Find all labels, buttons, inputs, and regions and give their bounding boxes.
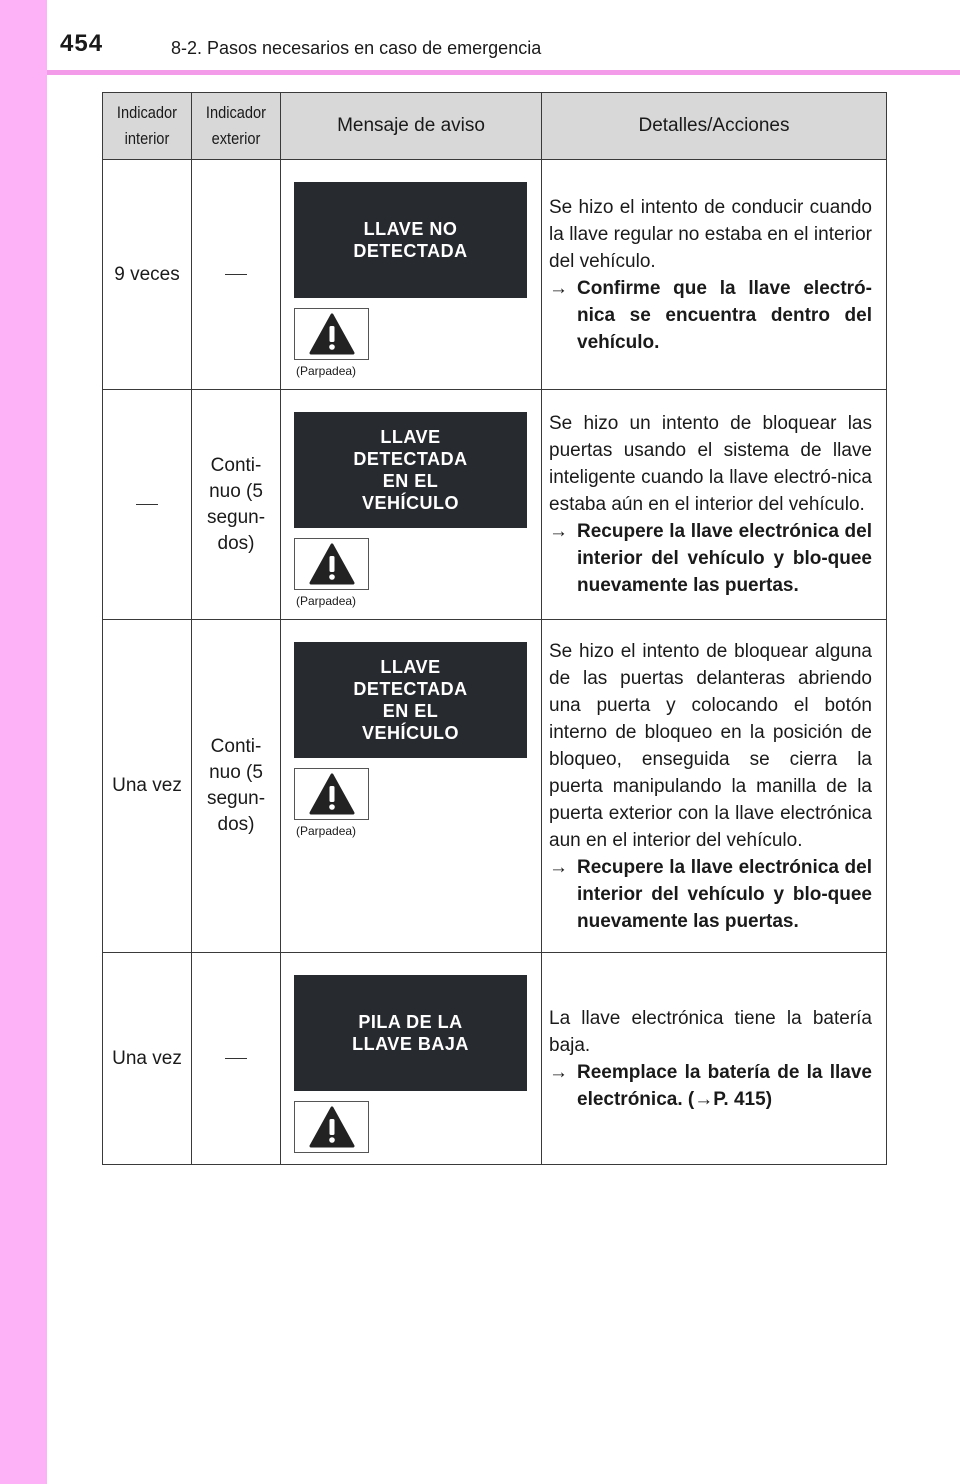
interior-indicator-text: 9 veces [114, 263, 180, 285]
flash-caption: (Parpadea) [296, 594, 357, 608]
interior-indicator [103, 160, 192, 390]
flash-caption: (Parpadea) [296, 364, 357, 378]
arrow-icon: → [549, 856, 568, 878]
header-exterior-indicator: Indicador exterior [192, 93, 281, 160]
side-tab-strip [0, 0, 47, 1484]
header-interior-indicator: Indicador interior [103, 93, 192, 160]
flash-caption: (Parpadea) [296, 824, 357, 838]
warning-triangle-icon [294, 768, 369, 820]
interior-indicator [103, 620, 192, 953]
warning-triangle-icon [294, 538, 369, 590]
header-rule [47, 70, 960, 75]
page-number: 454 [60, 30, 104, 57]
exterior-indicator [192, 620, 281, 953]
display-message: LLAVE DETECTADA EN EL VEHÍCULO [353, 657, 468, 743]
action-instruction [549, 854, 872, 935]
display-screen [294, 975, 527, 1091]
display-screen [294, 412, 527, 528]
detail-text: Se hizo el intento de conducir cuando la llave regular no estaba en el interior del vehículo. [549, 196, 872, 272]
header-warning-message: Mensaje de aviso [281, 93, 542, 160]
action-text: Recupere la llave electrónica del interior del vehículo y blo-quee nuevamente las puertas. [577, 521, 872, 596]
warning-message-cell [281, 953, 542, 1165]
exterior-indicator-text: Conti- nuo (5 segun- dos) [206, 736, 266, 835]
interior-indicator-text: Una vez [112, 775, 182, 796]
table-row [103, 953, 887, 1165]
action-instruction [549, 275, 872, 356]
exterior-indicator-text: Conti- nuo (5 segun- dos) [206, 454, 266, 554]
action-instruction [549, 1059, 872, 1113]
display-screen [294, 182, 527, 298]
action-text: Recupere la llave electrónica del interior del vehículo y blo-quee nuevamente las puertas. [577, 856, 872, 932]
table-row [103, 390, 887, 620]
action-instruction [549, 518, 872, 599]
section-title: 8-2. Pasos necesarios en caso de emergencia [171, 38, 542, 58]
details-cell [542, 620, 887, 953]
detail-text: Se hizo el intento de bloquear alguna de las puertas delanteras abriendo una puerta y colocando el botón interno de bloqueo en la posición de bloqueo, enseguida se cierra la puerta manipulando la manilla de la puerta exterior con la llave electrónica aun en el interior del vehículo. [549, 640, 872, 851]
table-header-row [103, 93, 887, 160]
display-message: PILA DE LA LLAVE BAJA [352, 1012, 469, 1054]
table-row [103, 620, 887, 953]
exterior-indicator [192, 390, 281, 620]
arrow-icon: → [549, 277, 568, 299]
detail-text: La llave electrónica tiene la batería baja. [549, 1007, 872, 1056]
detail-text: Se hizo un intento de bloquear las puertas usando el sistema de llave inteligente cuando la llave electró-nica estaba aún en el interior del vehículo. [549, 413, 872, 515]
exterior-indicator [192, 160, 281, 390]
header-details-actions: Detalles/Acciones [542, 93, 887, 160]
details-cell [542, 160, 887, 390]
details-cell [542, 390, 887, 620]
warning-message-cell [281, 390, 542, 620]
display-screen [294, 642, 527, 758]
warning-triangle-icon [294, 1101, 369, 1153]
warning-triangle-icon [294, 308, 369, 360]
interior-indicator [103, 953, 192, 1165]
arrow-icon: → [549, 1061, 568, 1083]
interior-indicator [103, 390, 192, 620]
display-message: LLAVE DETECTADA EN EL VEHÍCULO [353, 427, 468, 513]
dash-separator [225, 1058, 247, 1059]
arrow-icon: → [549, 521, 568, 542]
warning-message-cell [281, 620, 542, 953]
display-message: LLAVE NO DETECTADA [353, 219, 468, 261]
dash-separator [225, 274, 247, 275]
interior-indicator-text: Una vez [112, 1047, 182, 1069]
action-text: Confirme que la llave electró-nica se encuentra dentro del vehículo. [577, 277, 872, 353]
warning-table [102, 92, 887, 1165]
action-text: Reemplace la batería de la llave electrónica. (→P. 415) [577, 1061, 872, 1110]
dash-separator [136, 504, 158, 505]
exterior-indicator [192, 953, 281, 1165]
details-cell [542, 953, 887, 1165]
table-row [103, 160, 887, 390]
warning-message-cell [281, 160, 542, 390]
